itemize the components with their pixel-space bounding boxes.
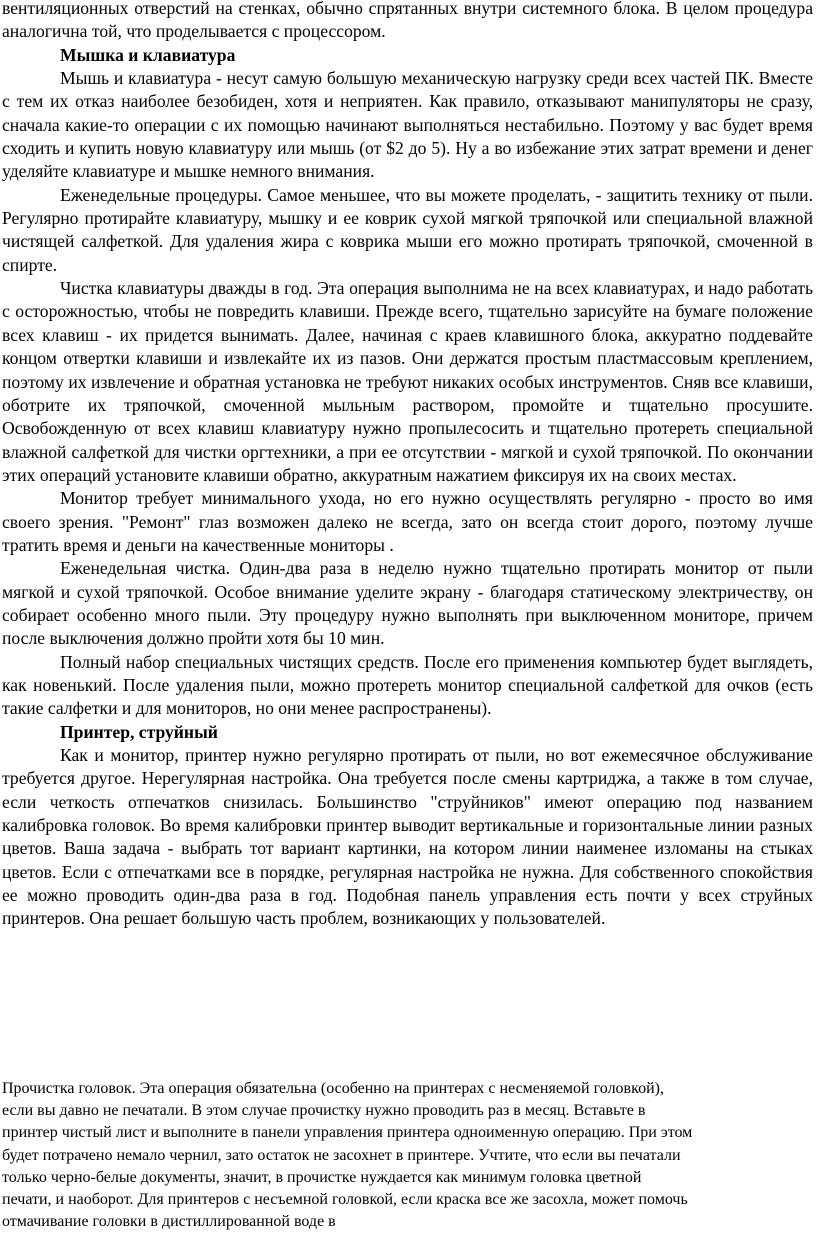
text-line: Прочистка головок. Эта операция обязательна (особенно на принтерах с несменяемой головкой), — [2, 1080, 664, 1097]
text-line: отмачивание головки в дистиллированной воде в — [2, 1213, 336, 1231]
heading-inkjet-printer: Принтер, струйный — [60, 721, 218, 742]
paragraph-full-set: Полный набор специальных чистящих средств. После его применения компьютер будет выглядеть, как новенький. После удаления пыли, можно протереть монитор специальной салфеткой для очков (есть такие салфетки и для мониторов, но они менее распространены). — [2, 651, 813, 719]
text-line: только черно-белые документы, значит, в прочистке нуждается как минимум головка цветной — [2, 1168, 642, 1186]
text-line: принтер чистый лист и выполните в панели управления принтера одноименную операцию. При этом — [2, 1124, 693, 1142]
text-line: будет потрачено немало чернил, зато остаток не засохнет в принтере. Учтите, что если вы печатали — [2, 1146, 681, 1164]
paragraph-intro: вентиляционных отверстий на стенках, обычно спрятанных внутри системного блока. В целом процедура аналогична той, что проделывается с процессором. — [2, 0, 813, 42]
text-line: если вы давно не печатали. В этом случае прочистку нужно проводить раз в месяц. Вставьте в — [2, 1102, 646, 1120]
paragraph-weekly-cleaning: Еженедельная чистка. Один-два раза в неделю нужно тщательно протирать монитор от пыли мягкой и сухой тряпочкой. Особое внимание уделите экрану - благодаря статическому электричеству, он собирает особенно много пыли. Эту процедуру нужно выполнять при выключенном мониторе, причем после выключения должно пройти хотя бы 10 мин. — [2, 558, 813, 649]
text-line: печати, и наоборот. Для принтеров с несъемной головкой, если краска все же засохла, может помочь — [2, 1191, 688, 1209]
paragraph-monitor: Монитор требует минимального ухода, но его нужно осуществлять регулярно - просто во имя своего зрения. "Ремонт" глаз возможен далеко не всегда, зато он всегда стоит дорого, поэтому лучше тратить время и деньги на качественные мониторы . — [2, 488, 813, 555]
heading-mouse-keyboard: Мышка и клавиатура — [60, 44, 236, 65]
paragraph-head-cleaning — [2, 1078, 802, 1233]
paragraph-mouse-keyboard: Мышь и клавиатура - несут самую большую механическую нагрузку среди всех частей ПК. Вместе с тем их отказ наиболее безобиден, хотя и неприятен. Как правило, отказывают манипуляторы не сразу, сначала какие-то операции с их помощью начинают выполняться нестабильно. Поэтому у вас будет время сходить и купить новую клавиатуру или мышь (от $2 до 5). Ну а во избежание этих затрат времени и денег уделяйте клавиатуре и мышке немного внимания. — [2, 68, 813, 182]
paragraph-weekly-procedures: Еженедельные процедуры. Самое меньшее, что вы можете проделать, - защитить технику от пыли. Регулярно протирайте клавиатуру, мышку и ее коврик сухой мягкой тряпочкой или специальной влажной чистящей салфеткой. Для удаления жира с коврика мыши его можно протирать тряпочкой, смоченной в спирте. — [2, 184, 813, 275]
paragraph-keyboard-cleaning: Чистка клавиатуры дважды в год. Эта операция выполнима не на всех клавиатурах, и надо работать с осторожностью, чтобы не повредить клавиши. Прежде всего, тщательно зарисуйте на бумаге положение всех клавиш - их придется вынимать. Далее, начиная с краев клавишного блока, аккуратно поддевайте концом отвертки клавиши и извлекайте их из пазов. Они держатся простым пластмассовым креплением, поэтому их извлечение и обратная установка не требуют никаких особых инструментов. Сняв все клавиши, оботрите их тряпочкой, смоченной мыльным раствором, промойте и тщательно просушите. Освобожденную от всех клавиш клавиатуру нужно пропылесосить и тщательно протереть специальной влажной салфеткой для чистки оргтехники, а при ее отсутствии - мягкой и сухой тряпочкой. По окончании этих операций установите клавиши обратно, аккуратным нажатием фиксируя их на своих местах. — [2, 278, 813, 485]
document-body — [2, 0, 813, 931]
paragraph-printer: Как и монитор, принтер нужно регулярно протирать от пыли, но вот ежемесячное обслуживание требуется другое. Нерегулярная настройка. Она требуется после смены картриджа, а также в том случае, если четкость отпечатков снизилась. Большинство "струйников" имеют операцию под названием калибровка головок. Во время калибровки принтер выводит вертикальные и горизонтальные линии разных цветов. Ваша задача - выбрать тот вариант картинки, на котором линии наименее изломаны на стыках цветов. Если с отпечатками все в порядке, регулярная настройка не нужна. Для собственного спокойствия ее можно проводить один-два раза в год. Подобная панель управления есть почти у всех струйных принтеров. Она решает большую часть проблем, возникающих у пользователей. — [2, 745, 813, 929]
